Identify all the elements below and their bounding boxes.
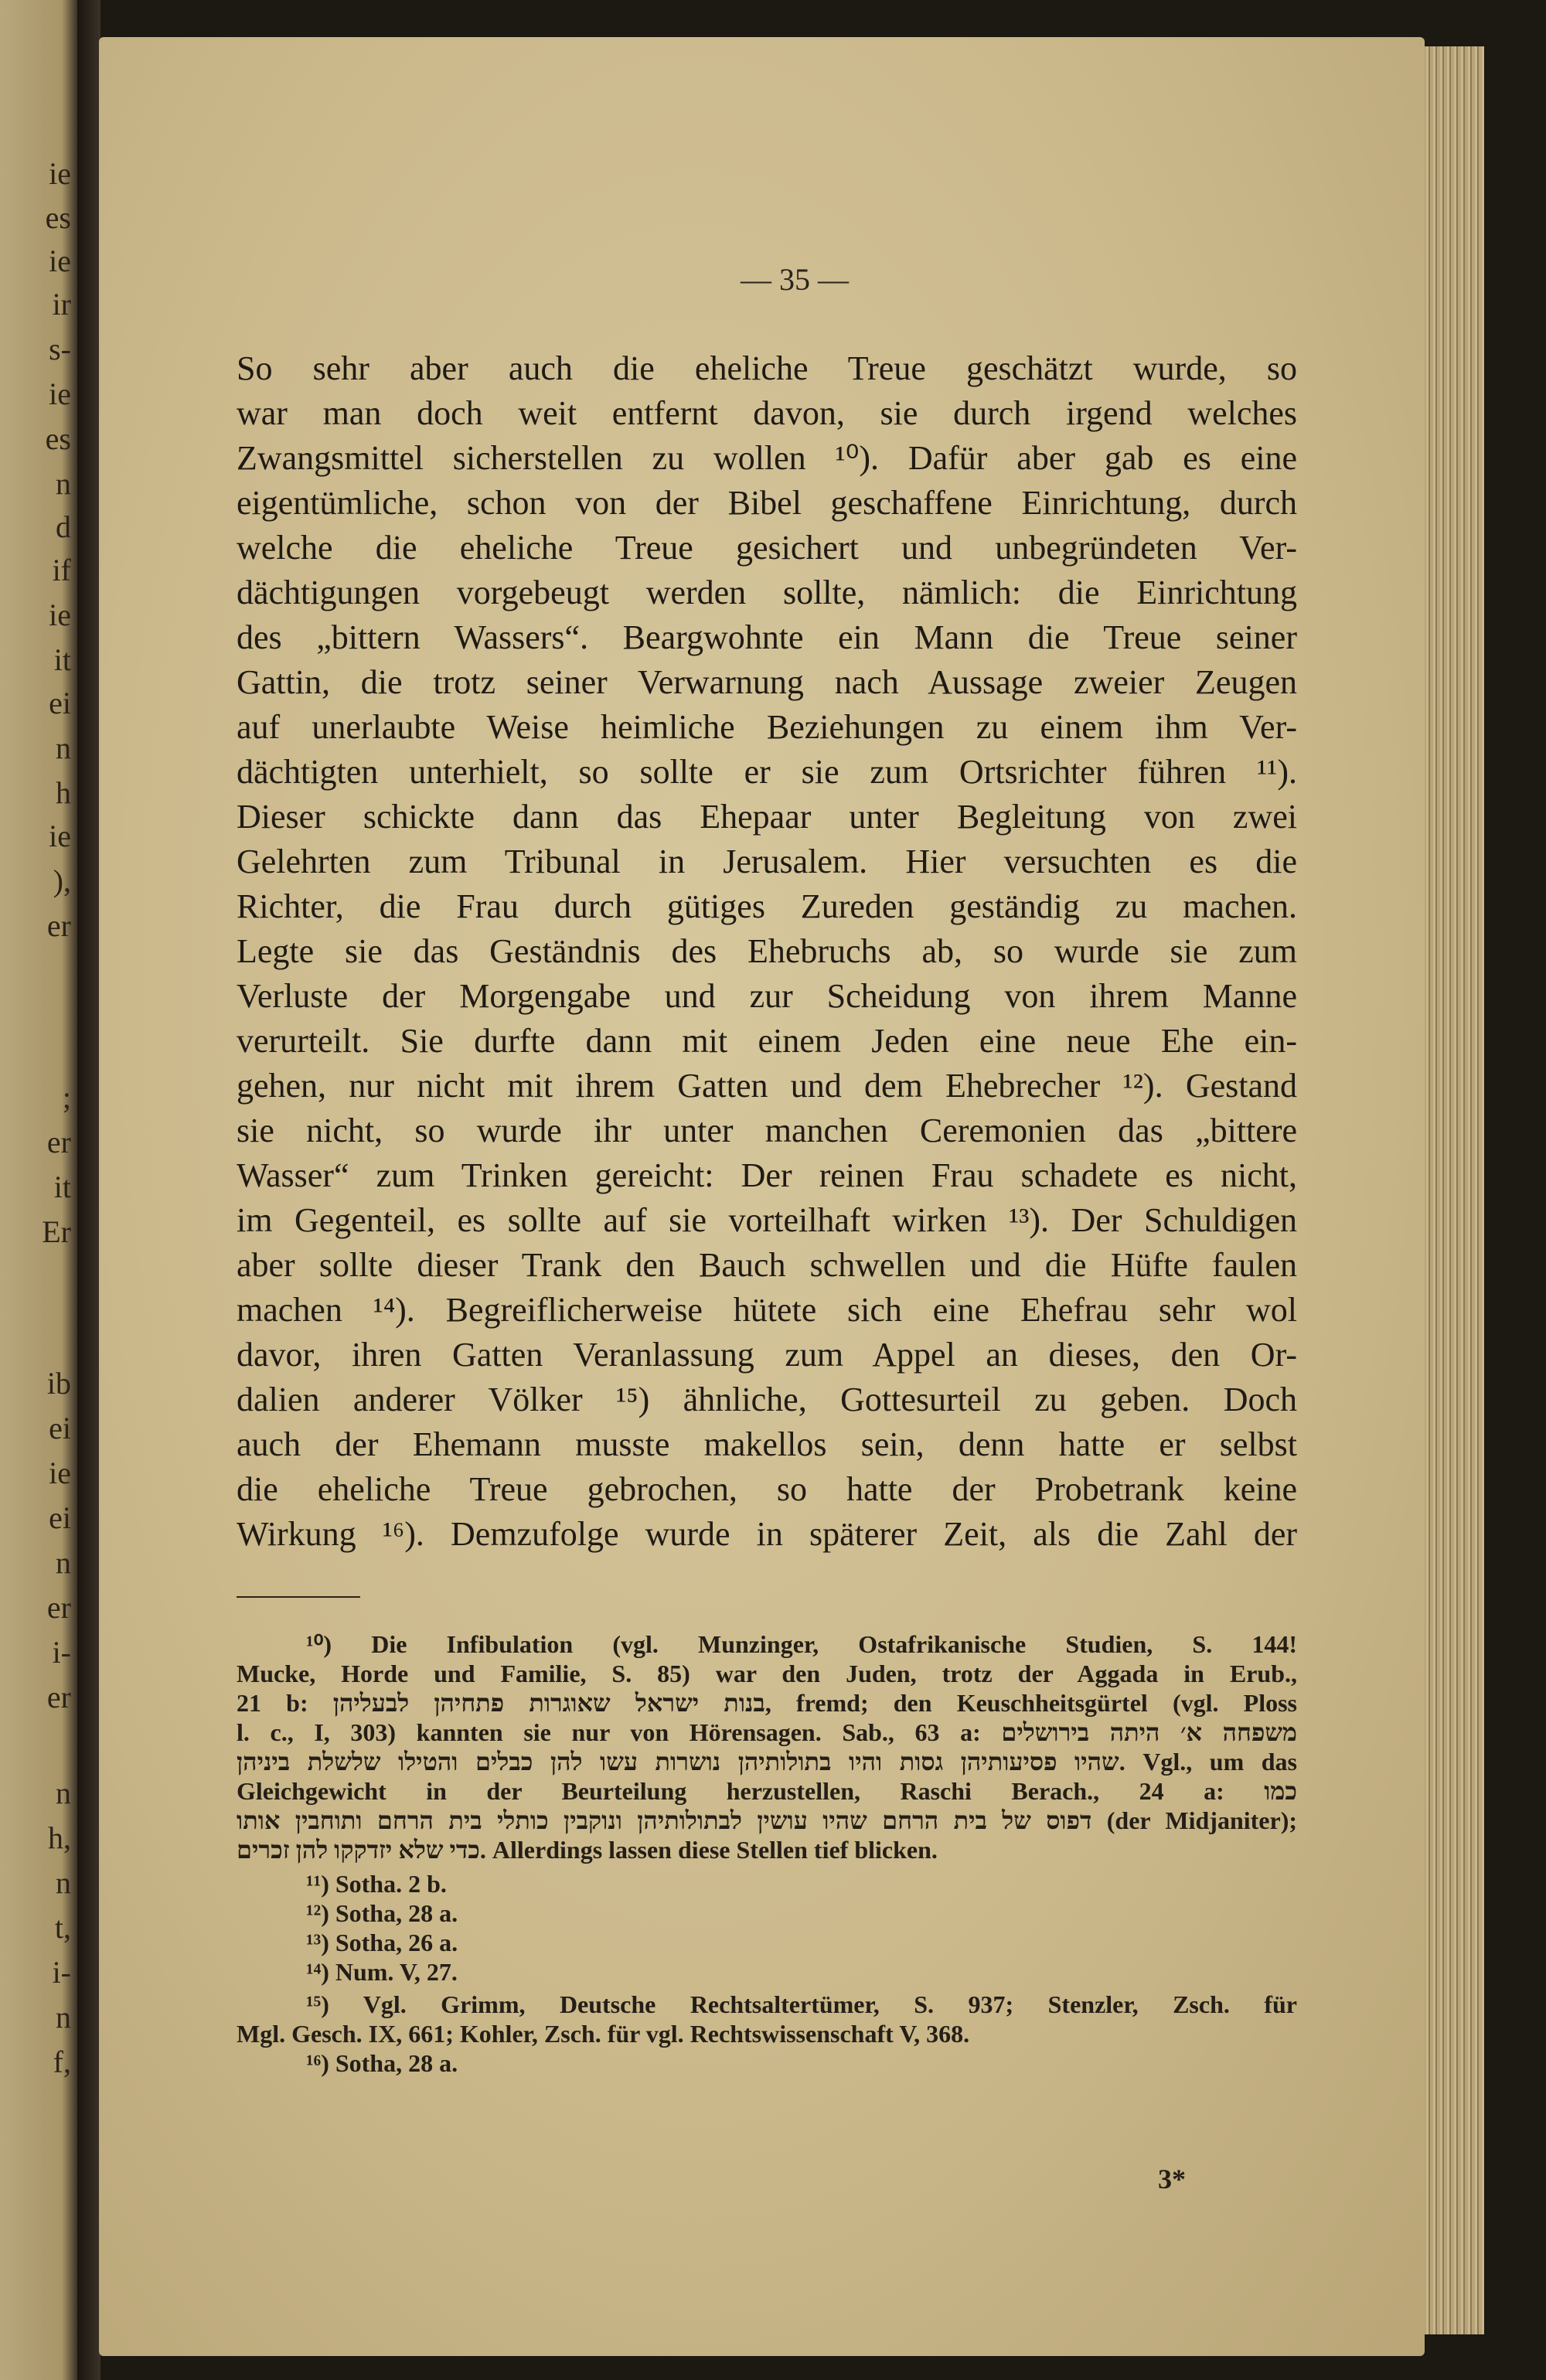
- facing-page-fragment: n: [56, 1865, 71, 1900]
- body-line: davor, ihren Gatten Veranlassung zum Appel an dieses, den Or-: [237, 1336, 1297, 1374]
- facing-page-fragment: n: [56, 1545, 71, 1580]
- facing-page-fragment: ),: [53, 863, 71, 898]
- body-line: machen ¹⁴). Begreiflicherweise hütete sich eine Ehefrau sehr wol: [237, 1291, 1297, 1329]
- facing-page-fragment: n: [56, 466, 71, 501]
- body-line: Richter, die Frau durch gütiges Zureden geständig zu machen.: [237, 887, 1297, 925]
- footnote-line: ¹³) Sotha, 26 a.: [306, 1929, 458, 1956]
- facing-page-fragment: Er: [42, 1214, 71, 1249]
- footnote-line: 21 b: בנות ישראל שאוגרות פתחיהן לבעליהן, fremd; den Keuschheitsgürtel (vgl. Ploss: [237, 1689, 1298, 1717]
- body-line: dächtigungen vorgebeugt werden sollte, nämlich: die Einrichtung: [237, 574, 1297, 611]
- body-line: des „bittern Wassers“. Beargwohnte ein Mann die Treue seiner: [237, 618, 1297, 656]
- body-text: [237, 346, 1297, 1557]
- facing-page-fragment: i-: [52, 1955, 71, 1990]
- body-line: welche die eheliche Treue gesichert und unbegründeten Ver-: [237, 529, 1297, 567]
- footnote-line: כדי שלא יזדקקו להן זכרים. Allerdings lassen diese Stellen tief blicken.: [237, 1836, 938, 1864]
- body-line: So sehr aber auch die eheliche Treue geschätzt wurde, so: [237, 349, 1297, 387]
- footnotes: [237, 1629, 1297, 2078]
- facing-page-fragment: ie: [49, 243, 71, 278]
- facing-page-fragment: er: [46, 908, 71, 943]
- footnote-line: l. c., I, 303) kannten sie nur von Hörensagen. Sab., 63 a: משפחה א׳ היתה בירושלים: [237, 1718, 1298, 1746]
- facing-page-fragment: n: [56, 2000, 71, 2034]
- body-line: auch der Ehemann musste makellos sein, denn hatte er selbst: [237, 1425, 1297, 1463]
- footnote-line: Gleichgewicht in der Beurteilung herzustellen, Raschi Berach., 24 a: כמו: [237, 1777, 1297, 1805]
- facing-page-fragment: s-: [49, 332, 71, 366]
- facing-page-fragment: ei: [49, 1411, 71, 1445]
- facing-page-fragment: t,: [54, 1910, 71, 1945]
- body-line: Wirkung ¹⁶). Demzufolge wurde in späterer Zeit, als die Zahl der: [237, 1515, 1297, 1553]
- body-line: Legte sie das Geständnis des Ehebruchs ab, so wurde sie zum: [237, 932, 1297, 970]
- facing-page-fragment: ei: [49, 686, 71, 720]
- footnote-line: דפוס של בית הרחם שהיו עושין לבתולותיהן ונוקבין כותלי בית הרחם ותוחבין אותו (der Midjaniter);: [237, 1806, 1298, 1834]
- facing-page-fragment: ie: [49, 1456, 71, 1490]
- facing-page-fragment: ;: [62, 1080, 71, 1115]
- footnote-line: שהיו פסיעותיהן גסות והיו בתולותיהן נושרות עשו להן כבלים והטילו שלשלת ביניהן. Vgl., um das: [237, 1748, 1298, 1776]
- body-line: verurteilt. Sie durfte dann mit einem Jeden eine neue Ehe ein-: [237, 1022, 1297, 1060]
- facing-page-edge: [0, 0, 77, 2380]
- book-gutter: [77, 0, 100, 2380]
- facing-page-fragment: ie: [49, 156, 71, 191]
- facing-page-fragment: er: [46, 1680, 71, 1714]
- body-line: Wasser“ zum Trinken gereicht: Der reinen Frau schadete es nicht,: [237, 1156, 1297, 1194]
- footnote-line: Mucke, Horde und Familie, S. 85) war den Juden, trotz der Aggada in Erub.,: [237, 1660, 1297, 1687]
- facing-page-fragment: h,: [48, 1820, 71, 1855]
- footnote-rule: [237, 1596, 360, 1598]
- footnote-line: ¹⁰) Die Infibulation (vgl. Munzinger, Ostafrikanische Studien, S. 144!: [306, 1630, 1297, 1658]
- body-line: Gelehrten zum Tribunal in Jerusalem. Hier versuchten es die: [237, 843, 1297, 880]
- footnote-line: ¹⁶) Sotha, 28 a.: [306, 2049, 458, 2077]
- body-line: auf unerlaubte Weise heimliche Beziehungen zu einem ihm Ver-: [237, 708, 1297, 746]
- body-line: Zwangsmittel sicherstellen zu wollen ¹⁰). Dafür aber gab es eine: [237, 439, 1297, 477]
- facing-page-fragment: i-: [52, 1635, 71, 1670]
- facing-page-fragment: it: [53, 1170, 71, 1204]
- facing-page-fragment: d: [56, 509, 71, 544]
- body-line: Gattin, die trotz seiner Verwarnung nach Aussage zweier Zeugen: [237, 663, 1297, 701]
- body-line: aber sollte dieser Trank den Bauch schwellen und die Hüfte faulen: [237, 1246, 1297, 1284]
- body-line: dächtigten unterhielt, so sollte er sie zum Ortsrichter führen ¹¹).: [237, 753, 1297, 791]
- page-number: — 35 —: [741, 262, 849, 297]
- facing-page-fragment: es: [45, 421, 71, 456]
- footnote-line: ¹⁵) Vgl. Grimm, Deutsche Rechtsaltertümer, S. 937; Stenzler, Zsch. für: [306, 1990, 1297, 2018]
- facing-page-fragment: es: [45, 200, 71, 235]
- body-line: eigentümliche, schon von der Bibel geschaffene Einrichtung, durch: [237, 484, 1297, 522]
- body-line: im Gegenteil, es sollte auf sie vorteilhaft wirken ¹³). Der Schuldigen: [237, 1201, 1297, 1239]
- book-page: [99, 37, 1425, 2356]
- footnote-line: Mgl. Gesch. IX, 661; Kohler, Zsch. für vgl. Rechtswissenschaft V, 368.: [237, 2020, 970, 2048]
- body-line: dalien anderer Völker ¹⁵) ähnliche, Gottesurteil zu geben. Doch: [237, 1381, 1297, 1418]
- body-line: gehen, nur nicht mit ihrem Gatten und dem Ehebrecher ¹²). Gestand: [237, 1067, 1297, 1105]
- facing-page-fragment: n: [56, 730, 71, 765]
- facing-page-fragment: it: [53, 642, 71, 677]
- footnote-line: ¹²) Sotha, 28 a.: [306, 1899, 458, 1927]
- facing-page-fragment: h: [56, 775, 71, 810]
- facing-page-fragment: ib: [46, 1366, 71, 1401]
- signature-mark: 3*: [1158, 2164, 1186, 2194]
- facing-page-fragment: f,: [53, 2045, 71, 2079]
- body-line: sie nicht, so wurde ihr unter manchen Ceremonien das „bittere: [237, 1112, 1297, 1149]
- body-line: Verluste der Morgengabe und zur Scheidung von ihrem Manne: [237, 977, 1297, 1015]
- facing-page-fragment: er: [46, 1590, 71, 1625]
- body-line: die eheliche Treue gebrochen, so hatte der Probetrank keine: [237, 1470, 1297, 1508]
- facing-page-fragment: ir: [52, 287, 71, 322]
- footnote-line: ¹⁴) Num. V, 27.: [306, 1958, 458, 1986]
- facing-page-fragment: ie: [49, 376, 71, 411]
- footnote-line: ¹¹) Sotha. 2 b.: [306, 1870, 447, 1898]
- facing-page-fragment: if: [52, 553, 71, 587]
- body-line: war man doch weit entfernt davon, sie durch irgend welches: [237, 394, 1297, 432]
- facing-page-fragment: ei: [49, 1500, 71, 1535]
- facing-page-fragment: er: [46, 1125, 71, 1159]
- facing-page-fragment: ie: [49, 819, 71, 853]
- facing-page-fragment: ie: [49, 598, 71, 632]
- facing-page-fragment: n: [56, 1776, 71, 1810]
- body-line: Dieser schickte dann das Ehepaar unter Begleitung von zwei: [237, 798, 1297, 836]
